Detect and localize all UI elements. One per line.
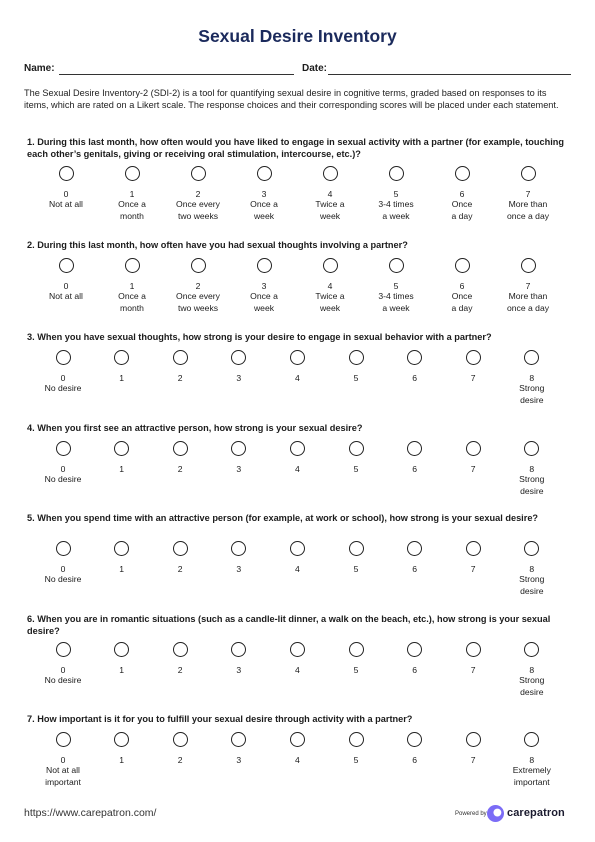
radio-button[interactable] xyxy=(231,732,246,747)
radio-button[interactable] xyxy=(407,642,422,657)
q5-option-0[interactable] xyxy=(31,541,95,586)
option-score: 7 xyxy=(525,281,531,291)
option-label: Once a month xyxy=(118,291,146,313)
option-score: 8 xyxy=(529,755,535,765)
q6-option-0[interactable] xyxy=(31,642,95,687)
option-score: 6 xyxy=(412,373,417,383)
q4-option-7[interactable] xyxy=(441,441,505,474)
q1-option-0[interactable] xyxy=(34,166,98,211)
option-score: 0 xyxy=(60,373,66,383)
radio-button[interactable] xyxy=(323,258,338,273)
q3-option-2[interactable] xyxy=(148,350,212,383)
q7-option-3[interactable] xyxy=(207,732,271,765)
option-label: Once a month xyxy=(118,199,146,221)
option-label: Twice a week xyxy=(315,291,345,313)
radio-button[interactable] xyxy=(290,642,305,657)
q2-option-3[interactable] xyxy=(232,258,296,314)
q5-option-1[interactable] xyxy=(90,541,154,574)
option-score: 6 xyxy=(412,564,417,574)
radio-button[interactable] xyxy=(407,350,422,365)
q3-option-8[interactable] xyxy=(500,350,564,406)
option-score: 3 xyxy=(261,281,267,291)
radio-button[interactable] xyxy=(521,166,536,181)
q1-option-2[interactable] xyxy=(166,166,230,222)
radio-button[interactable] xyxy=(257,258,272,273)
radio-button[interactable] xyxy=(290,350,305,365)
q7-option-1[interactable] xyxy=(90,732,154,765)
q3-option-3[interactable] xyxy=(207,350,271,383)
q6-option-2[interactable] xyxy=(148,642,212,675)
option-score: 8 xyxy=(529,464,535,474)
brand-name: carepatron xyxy=(507,807,565,819)
option-score: 6 xyxy=(459,281,465,291)
radio-button[interactable] xyxy=(349,732,364,747)
option-score: 4 xyxy=(295,464,300,474)
date-field[interactable] xyxy=(328,74,571,75)
radio-button[interactable] xyxy=(466,642,481,657)
radio-button[interactable] xyxy=(231,441,246,456)
radio-button[interactable] xyxy=(114,732,129,747)
radio-button[interactable] xyxy=(524,642,539,657)
q7-option-0[interactable] xyxy=(31,732,95,788)
radio-button[interactable] xyxy=(125,166,140,181)
q5-option-4[interactable] xyxy=(265,541,329,574)
radio-button[interactable] xyxy=(173,732,188,747)
option-label: 3-4 times a week xyxy=(378,291,414,313)
q5-option-7[interactable] xyxy=(441,541,505,574)
radio-button[interactable] xyxy=(466,541,481,556)
option-score: 7 xyxy=(470,373,476,383)
option-label: Strong desire xyxy=(519,383,545,405)
option-score: 1 xyxy=(119,564,124,574)
radio-button[interactable] xyxy=(466,350,481,365)
q3-option-1[interactable] xyxy=(90,350,154,383)
option-score: 3 xyxy=(236,755,242,765)
option-score: 2 xyxy=(177,665,183,675)
option-label: Once every two weeks xyxy=(176,291,220,313)
question-3-text: 3. When you have sexual thoughts, how strong is your desire to engage in sexual behavior with a partner? xyxy=(27,332,492,342)
page-title: Sexual Desire Inventory xyxy=(198,26,397,46)
radio-button[interactable] xyxy=(290,732,305,747)
option-label: Once every two weeks xyxy=(176,199,220,221)
option-label: Strong desire xyxy=(519,574,545,596)
radio-button[interactable] xyxy=(524,441,539,456)
radio-button[interactable] xyxy=(524,541,539,556)
option-label: Once a day xyxy=(451,291,473,313)
option-score: 4 xyxy=(327,189,333,199)
q4-option-0[interactable] xyxy=(31,441,95,486)
radio-button[interactable] xyxy=(524,350,539,365)
q3-option-0[interactable] xyxy=(31,350,95,395)
option-label: No desire xyxy=(44,574,82,584)
option-score: 8 xyxy=(529,373,535,383)
option-label: Not at all xyxy=(49,291,83,301)
option-score: 5 xyxy=(393,281,399,291)
q1-option-4[interactable] xyxy=(298,166,362,222)
name-field[interactable] xyxy=(59,74,294,75)
option-score: 6 xyxy=(412,665,417,675)
option-label: No desire xyxy=(44,383,82,393)
radio-button[interactable] xyxy=(455,166,470,181)
q2-option-5[interactable] xyxy=(364,258,428,314)
option-score: 0 xyxy=(60,464,66,474)
option-score: 7 xyxy=(525,189,531,199)
option-score: 0 xyxy=(60,564,66,574)
option-score: 6 xyxy=(412,755,417,765)
radio-button[interactable] xyxy=(521,258,536,273)
q2-option-4[interactable] xyxy=(298,258,362,314)
radio-button[interactable] xyxy=(56,441,71,456)
q6-option-6[interactable] xyxy=(383,642,447,675)
option-score: 7 xyxy=(470,464,476,474)
option-score: 5 xyxy=(393,189,399,199)
q1-option-6[interactable] xyxy=(430,166,494,222)
q7-option-4[interactable] xyxy=(265,732,329,765)
radio-button[interactable] xyxy=(173,441,188,456)
option-score: 2 xyxy=(177,564,183,574)
q5-option-5[interactable] xyxy=(324,541,388,574)
radio-button[interactable] xyxy=(191,166,206,181)
option-score: 6 xyxy=(412,464,417,474)
option-score: 1 xyxy=(129,281,135,291)
option-score: 2 xyxy=(177,755,183,765)
radio-button[interactable] xyxy=(257,166,272,181)
q1-option-5[interactable] xyxy=(364,166,428,222)
question-1-text: 1. During this last month, how often would you have liked to engage in sexual activity with a partner (for example, touching each other’s genitals, giving or receiving oral stimulation, intercourse, etc.)? xyxy=(27,137,565,159)
q1-option-1[interactable] xyxy=(100,166,164,222)
q5-option-3[interactable] xyxy=(207,541,271,574)
radio-button[interactable] xyxy=(173,541,188,556)
radio-button[interactable] xyxy=(56,642,71,657)
radio-button[interactable] xyxy=(349,350,364,365)
option-score: 4 xyxy=(295,564,300,574)
option-label: Extremely important xyxy=(512,765,551,787)
q2-option-2[interactable] xyxy=(166,258,230,314)
option-label: Once a week xyxy=(250,291,278,313)
option-score: 1 xyxy=(119,665,124,675)
q4-option-5[interactable] xyxy=(324,441,388,474)
q6-option-8[interactable] xyxy=(500,642,564,698)
powered-by-text: Powered by xyxy=(455,811,487,817)
option-score: 1 xyxy=(119,373,124,383)
option-score: 1 xyxy=(119,755,124,765)
radio-button[interactable] xyxy=(173,350,188,365)
option-score: 1 xyxy=(129,189,135,199)
radio-button[interactable] xyxy=(231,541,246,556)
radio-button[interactable] xyxy=(407,541,422,556)
q2-option-6[interactable] xyxy=(430,258,494,314)
radio-button[interactable] xyxy=(59,258,74,273)
option-label: Twice a week xyxy=(315,199,345,221)
question-5-text: 5. When you spend time with an attractive person (for example, at work or school), how strong is your sexual desire? xyxy=(27,513,539,523)
option-label: Strong desire xyxy=(519,675,545,697)
option-score: 2 xyxy=(177,373,183,383)
q2-option-0[interactable] xyxy=(34,258,98,303)
radio-button[interactable] xyxy=(114,350,129,365)
option-score: 7 xyxy=(470,665,476,675)
q2-option-7[interactable] xyxy=(496,258,560,314)
q7-option-2[interactable] xyxy=(148,732,212,765)
radio-button[interactable] xyxy=(114,541,129,556)
intro-paragraph: The Sexual Desire Inventory-2 (SDI-2) is a tool for quantifying sexual desire in cognitive terms, graded based on responses to its items, which are rated on a Likert scale. The response choices and their corresponding scores will be placed under each statement. xyxy=(24,88,559,110)
powered-by-badge xyxy=(455,805,575,825)
option-score: 3 xyxy=(236,665,242,675)
option-label: Not at all important xyxy=(45,765,81,787)
name-label: Name: xyxy=(24,63,55,74)
radio-button[interactable] xyxy=(466,732,481,747)
question-7-text: 7. How important is it for you to fulfill your sexual desire through activity with a partner? xyxy=(27,714,413,724)
q4-option-1[interactable] xyxy=(90,441,154,474)
option-score: 5 xyxy=(353,665,359,675)
radio-button[interactable] xyxy=(191,258,206,273)
q2-option-1[interactable] xyxy=(100,258,164,314)
radio-button[interactable] xyxy=(389,258,404,273)
q1-option-7[interactable] xyxy=(496,166,560,222)
option-score: 4 xyxy=(295,373,300,383)
radio-button[interactable] xyxy=(407,732,422,747)
radio-button[interactable] xyxy=(323,166,338,181)
option-score: 0 xyxy=(60,665,66,675)
q6-option-1[interactable] xyxy=(90,642,154,675)
option-score: 3 xyxy=(236,564,242,574)
option-score: 5 xyxy=(353,464,359,474)
radio-button[interactable] xyxy=(349,441,364,456)
radio-button[interactable] xyxy=(56,732,71,747)
option-label: Once a week xyxy=(250,199,278,221)
option-score: 8 xyxy=(529,665,535,675)
date-label: Date: xyxy=(302,63,328,74)
footer-link[interactable]: https://www.carepatron.com/ xyxy=(24,807,157,819)
radio-button[interactable] xyxy=(173,642,188,657)
radio-button[interactable] xyxy=(290,541,305,556)
radio-button[interactable] xyxy=(231,350,246,365)
option-score: 5 xyxy=(353,564,359,574)
option-score: 2 xyxy=(195,281,201,291)
q6-option-5[interactable] xyxy=(324,642,388,675)
q6-option-3[interactable] xyxy=(207,642,271,675)
option-score: 5 xyxy=(353,755,359,765)
q7-option-6[interactable] xyxy=(383,732,447,765)
option-score: 4 xyxy=(295,755,300,765)
q3-option-4[interactable] xyxy=(265,350,329,383)
q3-option-7[interactable] xyxy=(441,350,505,383)
q4-option-6[interactable] xyxy=(383,441,447,474)
radio-button[interactable] xyxy=(114,441,129,456)
option-score: 1 xyxy=(119,464,124,474)
option-label: Once a day xyxy=(451,199,473,221)
radio-button[interactable] xyxy=(524,732,539,747)
q3-option-5[interactable] xyxy=(324,350,388,383)
q5-option-6[interactable] xyxy=(383,541,447,574)
radio-button[interactable] xyxy=(407,441,422,456)
radio-button[interactable] xyxy=(389,166,404,181)
option-label: No desire xyxy=(44,474,82,484)
q7-option-8[interactable] xyxy=(500,732,564,788)
option-score: 8 xyxy=(529,564,535,574)
radio-button[interactable] xyxy=(455,258,470,273)
question-4-text: 4. When you first see an attractive person, how strong is your sexual desire? xyxy=(27,423,363,433)
q5-option-8[interactable] xyxy=(500,541,564,597)
radio-button[interactable] xyxy=(290,441,305,456)
q4-option-8[interactable] xyxy=(500,441,564,497)
question-6-text: 6. When you are in romantic situations (such as a candle-lit dinner, a walk on the beach, etc.), how strong is your sexual desire? xyxy=(27,614,551,636)
radio-button[interactable] xyxy=(231,642,246,657)
header-fields xyxy=(24,63,571,79)
q4-option-2[interactable] xyxy=(148,441,212,474)
option-score: 4 xyxy=(295,665,300,675)
radio-button[interactable] xyxy=(59,166,74,181)
option-score: 6 xyxy=(459,189,465,199)
option-label: 3-4 times a week xyxy=(378,199,414,221)
option-label: No desire xyxy=(44,675,82,685)
radio-button[interactable] xyxy=(56,541,71,556)
option-label: More than once a day xyxy=(506,291,550,313)
radio-button[interactable] xyxy=(349,642,364,657)
q6-option-4[interactable] xyxy=(265,642,329,675)
radio-button[interactable] xyxy=(466,441,481,456)
q1-option-3[interactable] xyxy=(232,166,296,222)
radio-button[interactable] xyxy=(56,350,71,365)
option-score: 3 xyxy=(236,464,242,474)
radio-button[interactable] xyxy=(349,541,364,556)
option-score: 7 xyxy=(470,564,476,574)
question-2-text: 2. During this last month, how often have you had sexual thoughts involving a partner? xyxy=(27,240,408,250)
option-label: Strong desire xyxy=(519,474,545,496)
option-score: 0 xyxy=(60,755,66,765)
q4-option-3[interactable] xyxy=(207,441,271,474)
carepatron-logo-icon xyxy=(487,805,504,822)
q7-option-5[interactable] xyxy=(324,732,388,765)
q4-option-4[interactable] xyxy=(265,441,329,474)
option-score: 5 xyxy=(353,373,359,383)
q7-option-7[interactable] xyxy=(441,732,505,765)
q3-option-6[interactable] xyxy=(383,350,447,383)
option-score: 0 xyxy=(63,281,69,291)
radio-button[interactable] xyxy=(125,258,140,273)
option-score: 3 xyxy=(261,189,267,199)
radio-button[interactable] xyxy=(114,642,129,657)
option-score: 0 xyxy=(63,189,69,199)
option-score: 2 xyxy=(195,189,201,199)
option-score: 2 xyxy=(177,464,183,474)
q6-option-7[interactable] xyxy=(441,642,505,675)
option-label: More than once a day xyxy=(506,199,550,221)
option-score: 4 xyxy=(327,281,333,291)
option-score: 3 xyxy=(236,373,242,383)
q5-option-2[interactable] xyxy=(148,541,212,574)
option-label: Not at all xyxy=(49,199,83,209)
option-score: 7 xyxy=(470,755,476,765)
